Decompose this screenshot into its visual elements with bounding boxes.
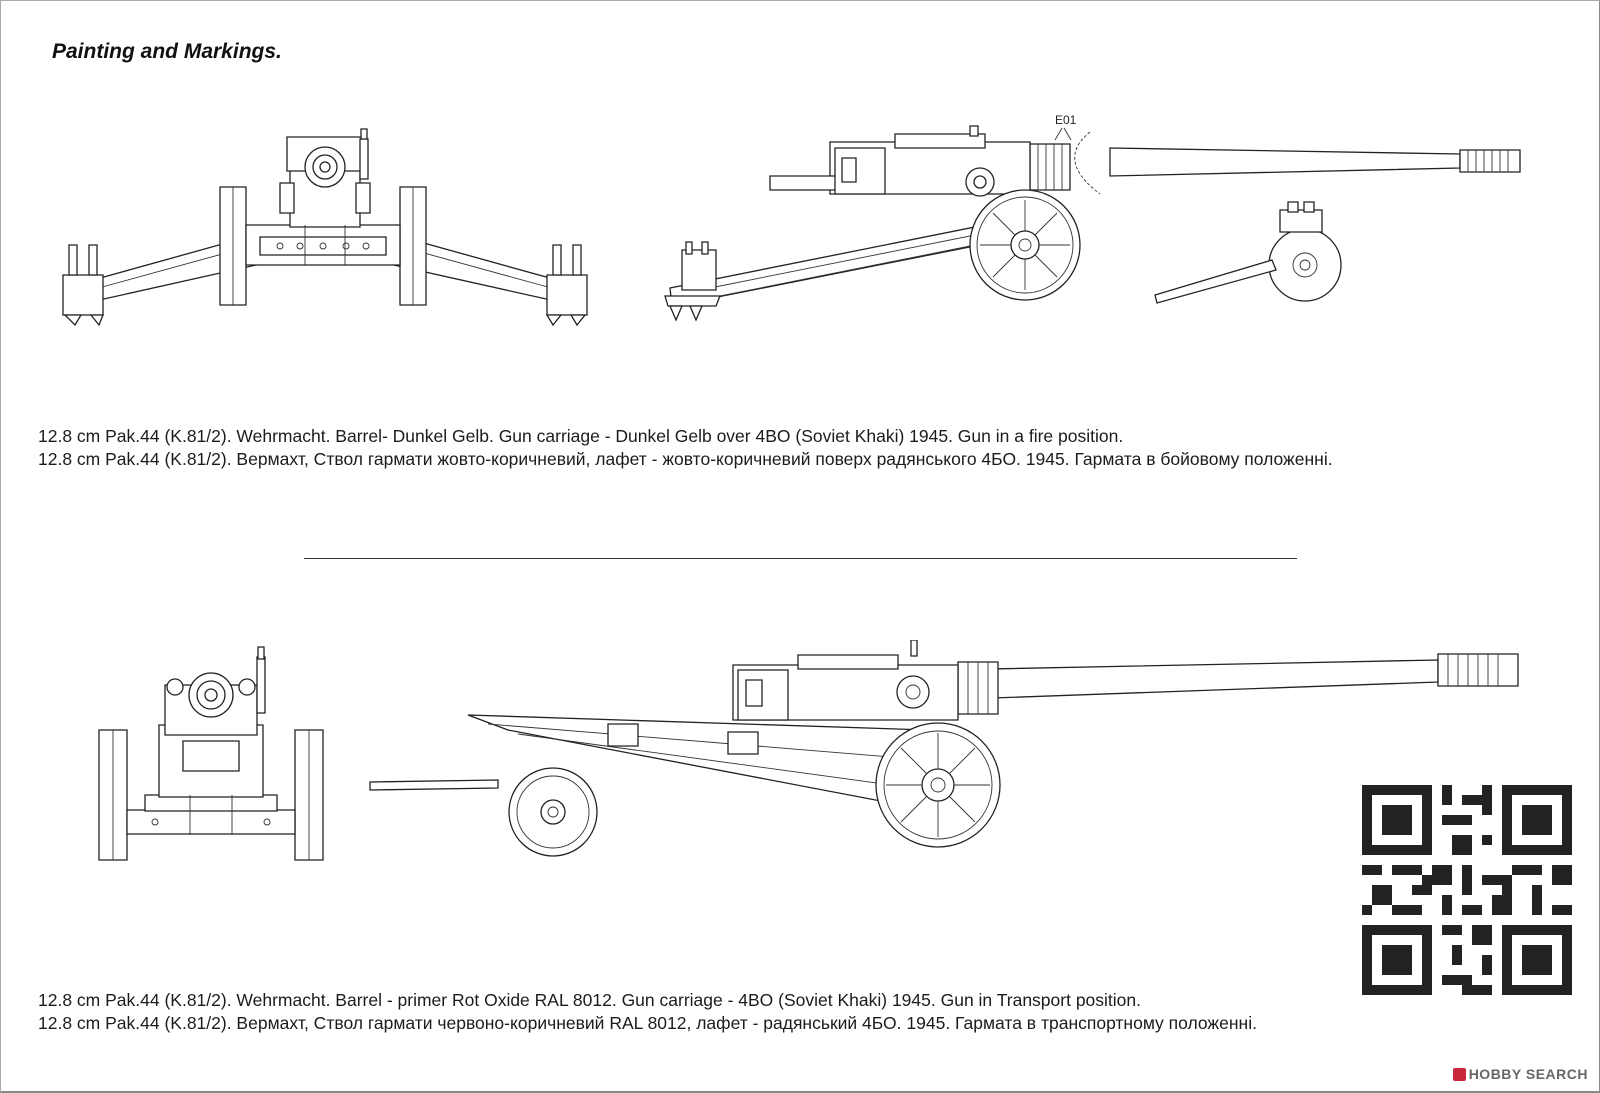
caption-fire-en: 12.8 cm Pak.44 (K.81/2). Wehrmacht. Barrel- Dunkel Gelb. Gun carriage - Dunkel Gelb over 4BO (Soviet Khaki) 1945. Gun in a fire position. <box>38 426 1124 446</box>
caption-fire-uk: 12.8 cm Pak.44 (K.81/2). Вермахт, Ствол гармати жовто-коричневий, лафет - жовто-коричневий поверх радянського 4БО. 1945. Гармата в бойовому положенні. <box>38 449 1333 469</box>
page-title: Painting and Markings. <box>52 40 282 63</box>
front-view-fire-position <box>55 125 595 335</box>
watermark-text: HOBBY SEARCH <box>1468 1066 1588 1082</box>
side-view-fire-position <box>660 110 1560 330</box>
caption-transport-en: 12.8 cm Pak.44 (K.81/2). Wehrmacht. Barrel - primer Rot Oxide RAL 8012. Gun carriage - 4BO (Soviet Khaki) 1945. Gun in Transport position. <box>38 990 1141 1010</box>
front-view-transport-position <box>95 645 335 865</box>
section-divider <box>304 558 1297 559</box>
caption-transport-uk: 12.8 cm Pak.44 (K.81/2). Вермахт, Ствол гармати червоно-коричневий RAL 8012, лафет - радянський 4БО. 1945. Гармата в транспортному положенні. <box>38 1013 1257 1033</box>
qr-code-icon <box>1362 785 1572 995</box>
hobby-search-logo-icon <box>1453 1068 1466 1081</box>
watermark-brand <box>1453 1066 1588 1082</box>
part-label-e01: E01 <box>1055 113 1077 127</box>
